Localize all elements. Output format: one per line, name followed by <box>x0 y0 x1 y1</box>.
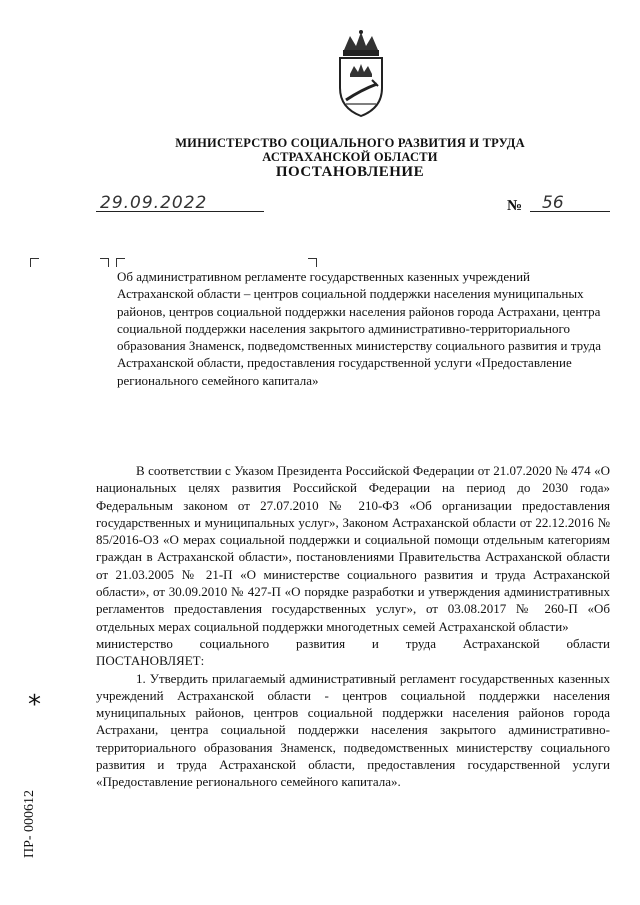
resolves-heading: ПОСТАНОВЛЯЕТ: <box>96 653 205 669</box>
number-label: № <box>507 198 523 214</box>
margin-star-mark: * <box>28 690 41 720</box>
document-code-vertical <box>22 748 46 858</box>
document-number: 56 <box>542 193 564 213</box>
document-body <box>96 462 610 791</box>
ministry-subject-line: министерство социального развития и труда Астраханской области <box>96 635 610 651</box>
document-type: ПОСТАНОВЛЕНИЕ <box>275 164 425 180</box>
corner-mark <box>116 258 125 267</box>
item-1-paragraph: 1. Утвердить прилагаемый административный регламент государственных казенных учреждений Астраханской области - центров социальной поддержки населения муниципальных районов, центров социальной поддержки населения районов города Астрахани, центра социальной поддержки населения закрытого административно-территориального образования Знаменск, подведомственных министерству социального развития и труда Астраханской области, предоставления государственной услуги «Предоставление регионального семейного капитала». <box>96 670 610 790</box>
number-underline <box>530 211 610 212</box>
corner-mark <box>30 258 39 267</box>
coat-of-arms-emblem-icon <box>332 28 390 120</box>
corner-mark <box>308 258 317 267</box>
document-code-text: ПР- 000612 <box>22 789 37 858</box>
corner-mark <box>100 258 109 267</box>
date-underline <box>96 211 264 212</box>
preamble-paragraph: В соответствии с Указом Президента Российской Федерации от 21.07.2020 № 474 «О национальных целях развития Российской Федерации на период до 2030 года» Федеральным законом от 27.07.2010 № 210-ФЗ «Об организации предоставления государственных и муниципальных услуг», Законом Астраханской области от 22.12.2016 № 85/2016-ОЗ «О мерах социальной поддержки и социальной помощи отдельным категориям граждан в Астраханской области», постановлениями Правительства Астраханской области от 21.03.2005 № 21-П «О министерстве социального развития и труда Астраханской области», от 30.09.2010 № 427-П «О порядке разработки и утверждения административных регламентов предоставления государственных услуг», от 03.08.2017 № 260-П «Об отдельных мерах социальной поддержки многодетных семей Астраханской области» <box>96 463 610 634</box>
ministry-name-line2: АСТРАХАНСКОЙ ОБЛАСТИ <box>262 150 438 164</box>
document-title: Об административном регламенте государственных казенных учреждений Астраханской области – центров социальной поддержки населения муниципальных районов, центров социальной поддержки населения районов города Астрахани, центра социальной поддержки населения закрытого административно-территориального образования Знаменск, подведомственных министерству социального развития и труда Астраханской области, предоставления государственной услуги «Предоставление регионального семейного капитала» <box>117 269 601 388</box>
document-date: 29.09.2022 <box>100 193 208 213</box>
ministry-name-line1: МИНИСТЕРСТВО СОЦИАЛЬНОГО РАЗВИТИЯ И ТРУДА <box>175 136 525 150</box>
